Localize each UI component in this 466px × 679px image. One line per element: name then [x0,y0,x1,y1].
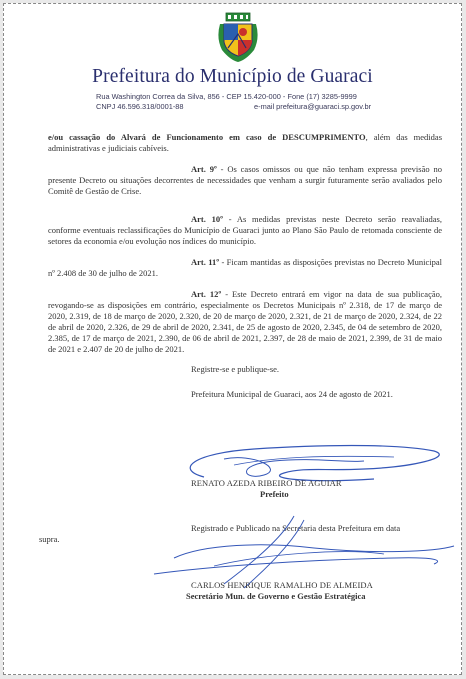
article-12-label: Art. 12º [191,289,222,299]
article-10 [48,214,442,247]
cnpj-line: CNPJ 46.596.318/0001-88 [96,102,184,111]
mayor-name: RENATO AZEDA RIBEIRO DE AGUIAR [191,478,342,488]
article-9-label: Art. 9º [191,164,217,174]
document-page [3,3,462,675]
intro-bold: e/ou cassação do Alvará de Funcionamento em caso de DESCUMPRIMENTO [48,132,366,142]
registry-line: Registrado e Publicado na Secretaria desta Prefeitura em data [191,523,401,533]
article-11 [48,257,442,279]
article-9-text: - Os casos omissos ou que não tenham expressa previsão no presente Decreto ou situações decorrentes de necessidades que venham a surgir futuramente serão avaliados pelo Comitê de Gestão de Crise. [48,164,442,196]
registry-supra: supra. [39,534,60,544]
article-9 [48,164,442,197]
place-date-line: Prefeitura Municipal de Guaraci, aos 24 de agosto de 2021. [191,389,393,399]
intro-rest: , além das medidas administrativas e judiciais cabíveis. [48,132,442,153]
email-line: e-mail prefeitura@guaraci.sp.gov.br [254,102,372,111]
secretary-role: Secretário Mun. de Governo e Gestão Estratégica [186,591,366,601]
intro-paragraph [48,132,442,154]
article-12-text: - Este Decreto entrará em vigor na data de sua publicação, revogando-se as disposições em contrário, especialmente os Decretos Municipais nº 2.318, de 17 de março de 2020, 2.319, de 18 de março de 2020, 2.320, de 20 de março de 2020, 2.321, de 21 de março de 2020, 2.324, de 22 de abril de 2020, 2.326, de 29 de abril de 2020, 2.341, de 25 de agosto de 2020, 2.345, de 04 de setembro de 2020, 2.385, de 17 de março de 2021, 2.390, de 06 de abril de 2021, 2.397, de 28 de maio de 2021, 2.399, de 31 de maio de 2021 e 2.407 de 20 de julho de 2021. [48,289,442,354]
register-line: Registre-se e publique-se. [191,364,280,374]
article-12 [48,289,442,355]
article-10-label: Art. 10º [191,214,223,224]
mayor-signature [164,439,454,504]
article-10-text: - As medidas previstas neste Decreto serão reavaliadas, conforme eventuais reclassificações do Município de Guaraci junto ao Plano São Paulo de retomada consciente de setores da economia e/ou evolução nos índices do município. [48,214,442,246]
address-line: Rua Washington Correa da Silva, 856 - CEP 15.420-000 - Fone (17) 3285-9999 [96,92,357,101]
secretary-name: CARLOS HENRIQUE RAMALHO DE ALMEIDA [191,580,373,590]
article-11-label: Art. 11º [191,257,220,267]
mayor-role: Prefeito [260,489,289,499]
coat-of-arms-icon [216,12,260,64]
municipality-title: Prefeitura do Município de Guaraci [92,66,373,87]
article-11-text: - Ficam mantidas as disposições previstas no Decreto Municipal nº 2.408 de 30 de julho de 2021. [48,257,442,278]
